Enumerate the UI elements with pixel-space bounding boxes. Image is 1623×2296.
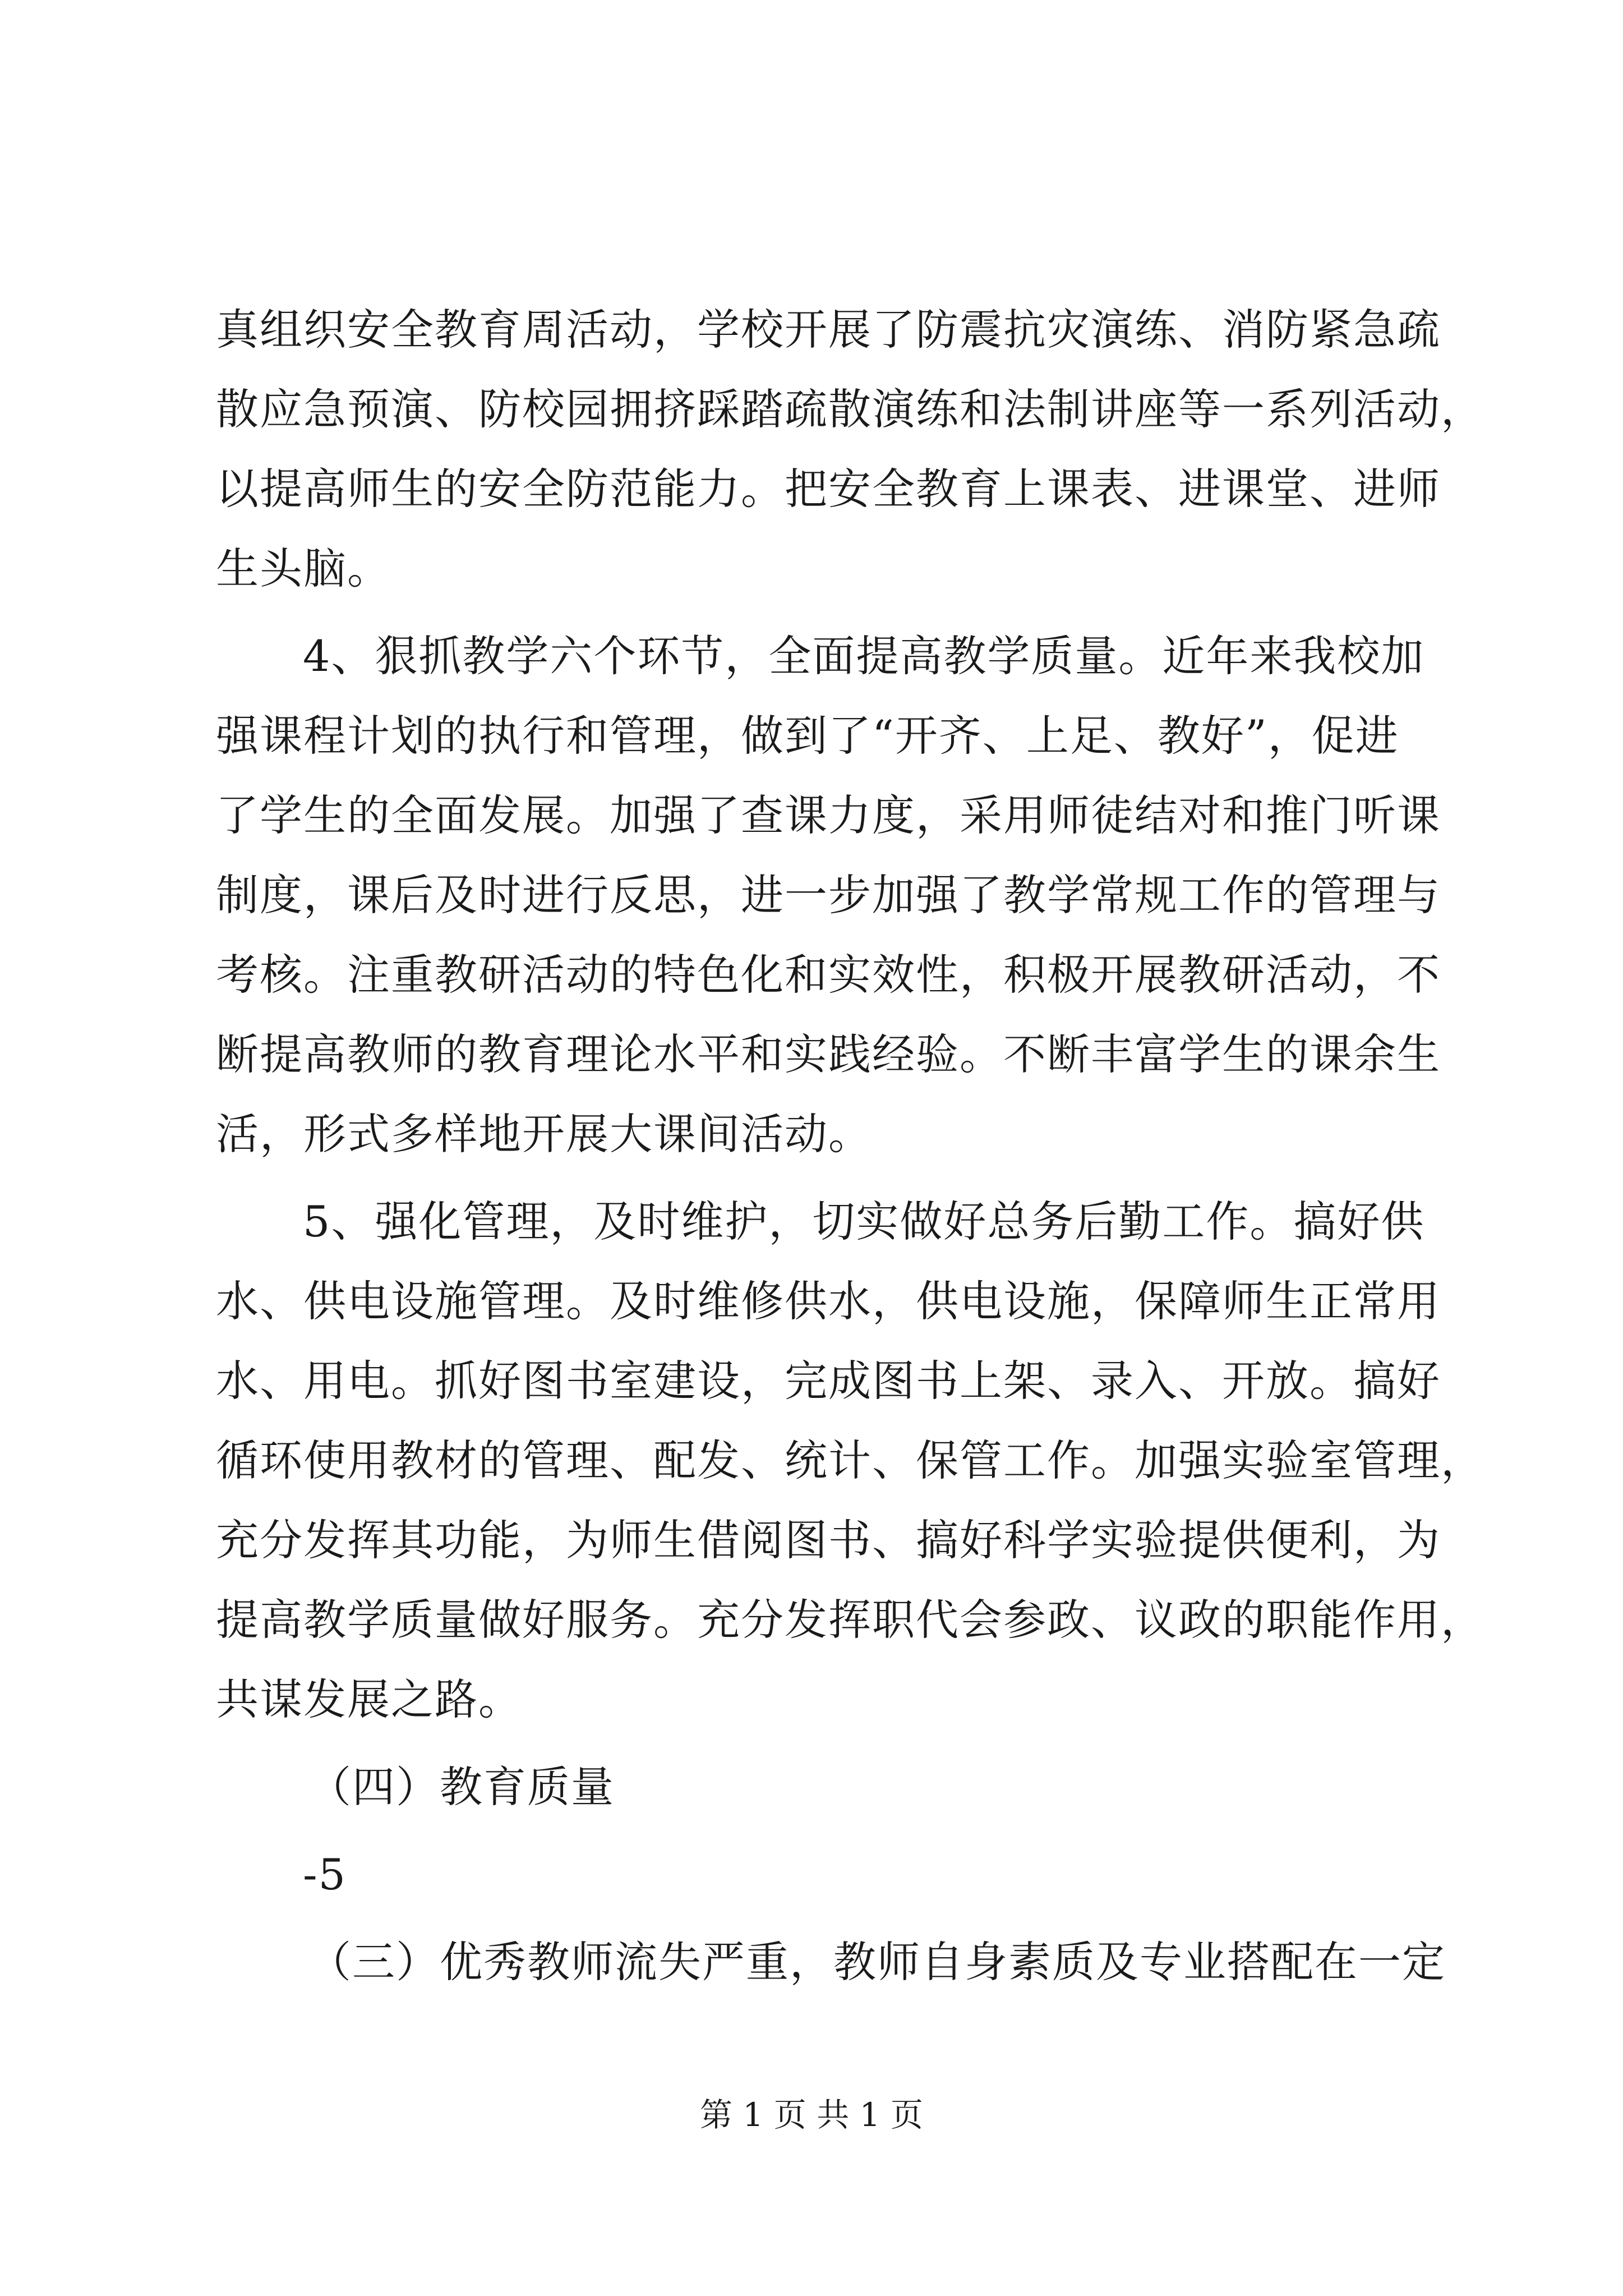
text-line: 水、用电。抓好图书室建设，完成图书上架、录入、开放。搞好 (216, 1356, 1441, 1406)
paragraph-start-line: 4、狠抓教学六个环节，全面提高教学质量。近年来我校加 (303, 631, 1425, 681)
text-line: 循环使用教材的管理、配发、统计、保管工作。加强实验室管理， (216, 1435, 1484, 1485)
text-line: 共谋发展之路。 (216, 1674, 522, 1724)
text-line: 水、供电设施管理。及时维修供水，供电设施，保障师生正常用 (216, 1276, 1441, 1326)
section-heading: （四）教育质量 (308, 1762, 615, 1812)
text-line: 充分发挥其功能，为师生借阅图书、搞好科学实验提供便利，为 (216, 1515, 1441, 1565)
text-line: 以提高师生的安全防范能力。把安全教育上课表、进课堂、进师 (216, 464, 1441, 514)
text-line: 散应急预演、防校园拥挤踩踏疏散演练和法制讲座等一系列活动， (216, 384, 1484, 434)
text-line: 了学生的全面发展。加强了查课力度，采用师徒结对和推门听课 (216, 790, 1441, 840)
text-line: 考核。注重教研活动的特色化和实效性，积极开展教研活动，不 (216, 950, 1441, 1000)
text-line: 制度，课后及时进行反思，进一步加强了教学常规工作的管理与 (216, 870, 1441, 920)
text-line: 提高教学质量做好服务。充分发挥职代会参政、议政的职能作用， (216, 1595, 1484, 1645)
text-line: 真组织安全教育周活动，学校开展了防震抗灾演练、消防紧急疏 (216, 305, 1441, 355)
page-footer: 第 1 页 共 1 页 (700, 2096, 923, 2134)
section-heading-line: （三）优秀教师流失严重，教师自身素质及专业搭配在一定 (308, 1937, 1446, 1987)
paragraph-start-line: 5、强化管理，及时维护，切实做好总务后勤工作。搞好供 (303, 1197, 1425, 1246)
page-number-marker: -5 (303, 1849, 347, 1899)
text-line: 活，形式多样地开展大课间活动。 (216, 1109, 872, 1159)
text-line: 断提高教师的教育理论水平和实践经验。不断丰富学生的课余生 (216, 1029, 1441, 1079)
text-line: 强课程计划的执行和管理，做到了“开齐、上足、教好”，促进 (216, 711, 1399, 761)
text-line: 生头脑。 (216, 544, 391, 593)
